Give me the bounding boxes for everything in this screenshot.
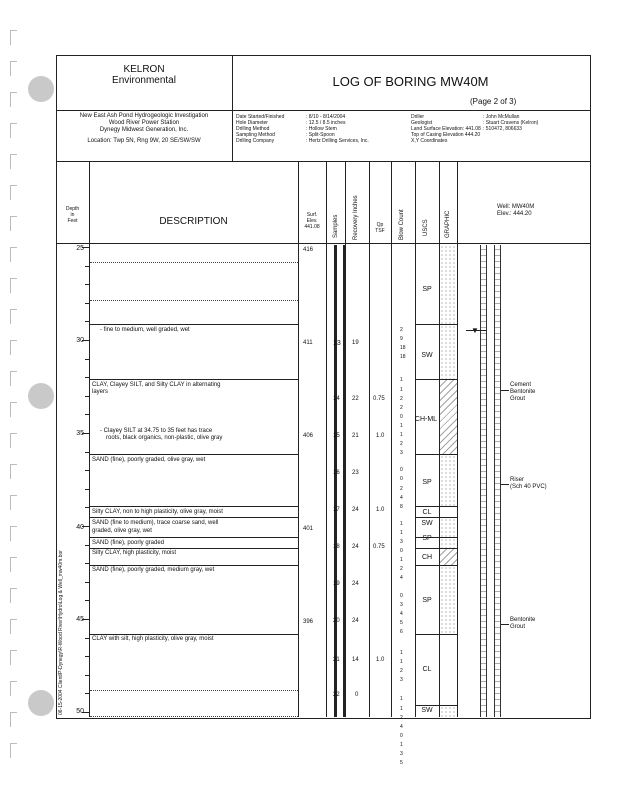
depth-tick xyxy=(82,433,90,434)
blow-count: 5 xyxy=(400,760,403,767)
ring-mark xyxy=(10,433,17,448)
drilling-values xyxy=(306,114,369,144)
blow-count: 0 xyxy=(400,548,403,555)
well-name: Well: MW40M xyxy=(497,204,535,210)
qp-header-line: TSF xyxy=(375,228,385,234)
drilling-labels xyxy=(236,114,284,144)
graphic-header: GRAPHIC xyxy=(445,210,451,238)
uscs-header: USCS xyxy=(423,219,429,236)
project-line-1: New East Ash Pond Hydrogeologic Investigation xyxy=(79,113,209,119)
elev-header-line: 441.08 xyxy=(304,224,320,230)
depth-tick xyxy=(85,507,90,508)
blow-count: 5 xyxy=(400,619,403,626)
blow-count: 3 xyxy=(400,539,403,545)
qp-value: 0.75 xyxy=(373,544,385,550)
ring-mark xyxy=(10,371,17,386)
blow-count: 1 xyxy=(400,386,403,393)
blow-count: 1 xyxy=(400,741,403,748)
well-note-line: Riser xyxy=(510,477,525,483)
site-labels xyxy=(411,114,481,144)
drill-label: Date Started/Finished xyxy=(236,114,285,120)
depth-tick xyxy=(85,489,90,490)
qp-value: 0.75 xyxy=(373,396,385,402)
blow-count: 1 xyxy=(400,659,403,666)
blow-count: 2 xyxy=(400,395,403,402)
recovery-value: 0 xyxy=(355,692,359,698)
ring-mark xyxy=(10,92,17,107)
site-label: Top of Casing Elevation 444.20 xyxy=(411,132,481,138)
blow-count: 1 xyxy=(400,377,403,384)
depth-tick xyxy=(85,396,90,397)
qp-value: 1.0 xyxy=(376,433,385,439)
well-note-line: Cement xyxy=(510,382,532,388)
ring-mark xyxy=(10,185,17,200)
blow-count: 8 xyxy=(400,503,403,510)
description-text: - Clayey SILT at 34.75 to 35 feet has trace xyxy=(100,428,213,434)
well-note-bentonite xyxy=(510,617,535,631)
ring-mark xyxy=(10,61,17,76)
blow-count: 4 xyxy=(400,494,403,501)
blow-count: 1 xyxy=(400,557,403,564)
binder-hole xyxy=(28,76,54,102)
description-text: SAND (fine to medium), trace coarse sand, well xyxy=(92,520,219,526)
depth-tick xyxy=(85,675,90,676)
description-text: SAND (fine), poorly graded, medium gray, wet xyxy=(92,567,215,573)
blow-count: 0 xyxy=(400,476,403,483)
recovery-value: 24 xyxy=(352,544,359,550)
blow-count: 3 xyxy=(400,677,403,684)
ring-mark xyxy=(10,278,17,293)
recovery-value: 19 xyxy=(352,340,359,346)
elevation-label: 406 xyxy=(303,433,314,439)
ring-mark xyxy=(10,30,17,45)
blow-count: 1 xyxy=(400,529,403,536)
blow-count: 1 xyxy=(400,650,403,656)
elevation-label: 411 xyxy=(303,340,313,346)
ring-mark xyxy=(10,743,17,758)
depth-tick xyxy=(85,600,90,601)
drill-value: : Hertz Drilling Services, Inc. xyxy=(306,138,369,144)
ring-mark xyxy=(10,526,17,541)
elevation-label: 401 xyxy=(303,526,314,532)
blow-count: 18 xyxy=(400,345,406,352)
depth-tick xyxy=(82,247,90,248)
description-text: - fine to medium, well graded, wet xyxy=(100,327,190,333)
description-text: graded, olive gray, wet xyxy=(92,528,152,534)
recovery-value: 21 xyxy=(352,433,359,439)
graphic-clay xyxy=(440,549,457,565)
ring-mark xyxy=(10,681,17,696)
depth-header xyxy=(56,206,89,224)
sample-number: 22 xyxy=(333,692,340,698)
blow-count: 4 xyxy=(400,575,403,582)
ring-mark xyxy=(10,557,17,572)
page-number: (Page 2 of 3) xyxy=(470,97,517,106)
ring-mark xyxy=(10,340,17,355)
uscs-code: SW xyxy=(421,707,433,714)
uscs-code: SP xyxy=(422,479,432,486)
well-note-riser xyxy=(510,477,547,491)
ring-mark xyxy=(10,712,17,727)
qp-header-line: Qp xyxy=(376,222,384,228)
sample-number: 21 xyxy=(333,657,340,663)
depth-tick xyxy=(85,266,90,267)
depth-tick xyxy=(85,321,90,322)
recovery-value: 23 xyxy=(352,470,359,476)
recovery-value: 14 xyxy=(352,657,359,663)
description-text: SAND (fine), poorly graded, olive gray, wet xyxy=(92,457,206,463)
depth-tick xyxy=(85,582,90,583)
ring-mark xyxy=(10,619,17,634)
depth-label: 25 xyxy=(76,245,84,252)
blow-count: 2 xyxy=(400,327,403,333)
blow-count: 4 xyxy=(400,723,403,730)
drill-value: : 12.5 / 8.5 inches xyxy=(306,120,346,126)
description-text: SAND (fine), poorly graded xyxy=(92,540,165,546)
well-diagram xyxy=(480,245,502,717)
blow-count: 2 xyxy=(400,441,403,448)
ring-mark xyxy=(10,309,17,324)
recovery-header: Recovery Inches xyxy=(353,195,359,240)
uscs-code: SP xyxy=(422,286,432,293)
depth-tick xyxy=(82,619,90,620)
blow-count: 0 xyxy=(400,592,403,599)
recovery-value: 24 xyxy=(352,581,359,587)
depth-label: 45 xyxy=(76,616,84,623)
page-title: LOG OF BORING MW40M xyxy=(332,74,489,89)
uscs-code: CH-ML xyxy=(414,416,438,423)
well-elevation: Elev.: 444.20 xyxy=(497,211,532,217)
binder-hole xyxy=(28,383,54,409)
depth-header-line: Depth xyxy=(65,206,80,212)
blow-count: 3 xyxy=(400,601,403,608)
ring-mark xyxy=(10,588,17,603)
uscs-code: SP xyxy=(422,597,432,604)
depth-label: 35 xyxy=(76,430,84,437)
site-label: Driller xyxy=(411,114,425,120)
sample-bar xyxy=(343,245,345,717)
depth-label: 30 xyxy=(76,337,84,344)
sample-number: 20 xyxy=(333,618,340,624)
blow-count: 4 xyxy=(400,610,403,617)
blow-count: 2 xyxy=(400,485,403,492)
project-location: Location: Twp 5N, Rng 9W, 20 SE/SW/SW xyxy=(87,138,201,144)
well-note-line: (Sch 40 PVC) xyxy=(510,484,547,490)
site-label: Geologist xyxy=(411,120,433,126)
recovery-value: 22 xyxy=(352,396,359,402)
samples-header: Samples xyxy=(333,214,339,238)
description-text: layers xyxy=(92,389,109,395)
elevation-header xyxy=(298,212,326,230)
sample-bar xyxy=(334,245,337,717)
company-name xyxy=(56,64,232,86)
blow-count: 0 xyxy=(400,732,403,739)
site-value: : John McMullan xyxy=(483,114,520,120)
well-note-line: Bentonite xyxy=(510,617,536,623)
depth-tick xyxy=(85,470,90,471)
sample-number: 19 xyxy=(333,581,340,587)
depth-tick xyxy=(85,284,90,285)
graphic-sand xyxy=(440,518,457,548)
sample-number: 13 xyxy=(333,340,341,347)
company-line-1: KELRON xyxy=(123,64,165,75)
depth-tick xyxy=(85,545,90,546)
sample-number: 17 xyxy=(333,507,340,513)
project-info xyxy=(56,113,232,145)
qp-header xyxy=(369,222,391,234)
depth-tick xyxy=(82,340,90,341)
description-text: Silty CLAY, high plasticity, moist xyxy=(92,550,177,556)
depth-tick xyxy=(85,303,90,304)
drill-label: Hole Diameter xyxy=(236,120,268,126)
description-text: CLAY with silt, high plasticity, olive gray, moist xyxy=(92,636,214,642)
well-header xyxy=(497,204,534,218)
depth-tick xyxy=(82,526,90,527)
graphic-sand xyxy=(440,566,457,634)
sample-number: 16 xyxy=(333,470,340,476)
description-text: roots, black organics, non-plastic, olive gray xyxy=(106,435,223,441)
graphic-sand xyxy=(440,245,457,379)
water-level-icon: ▼ xyxy=(471,326,479,335)
well-note-line: Grout xyxy=(510,624,526,630)
file-path-note: 06-15-2004 Client/P-Dynegy\R-Wood River\Hydro\Log & Well_mw40m.bor xyxy=(58,550,64,715)
blow-count: 1 xyxy=(400,696,403,703)
drill-value: : Hollow Stem xyxy=(306,126,337,132)
blow-count: 1 xyxy=(400,520,403,527)
site-value: : 510472, 806633 xyxy=(483,126,522,132)
depth-tick xyxy=(82,712,90,713)
blow-count: 2 xyxy=(400,404,403,411)
elevation-label: 416 xyxy=(303,247,314,253)
depth-label: 40 xyxy=(76,524,84,531)
blow-count: 2 xyxy=(400,566,403,573)
uscs-code: SP xyxy=(422,535,432,542)
site-value: : Stuart Cravens (Kelron) xyxy=(483,120,539,126)
blow-count: 2 xyxy=(400,668,403,675)
site-label: X,Y Coordinates xyxy=(411,138,448,144)
sample-number: 14 xyxy=(333,396,340,402)
blow-count: 9 xyxy=(400,336,403,343)
graphic-sand xyxy=(440,706,457,717)
sample-number: 15 xyxy=(333,433,340,439)
depth-tick xyxy=(85,414,90,415)
blow-count: 3 xyxy=(400,751,403,757)
depth-label: 50 xyxy=(76,708,84,715)
blow-count: 1 xyxy=(400,422,403,429)
uscs-code: SW xyxy=(421,352,433,359)
drill-label: Sampling Method xyxy=(236,132,275,138)
description-header: DESCRIPTION xyxy=(159,216,228,227)
description-text: Silty CLAY, non to high plasticity, olive gray, moist xyxy=(92,509,223,515)
blow-count: 18 xyxy=(400,354,406,361)
elev-header-line: Surf. xyxy=(306,212,318,218)
blow-count: 2 xyxy=(400,714,403,721)
ring-mark xyxy=(10,650,17,665)
uscs-code: CH xyxy=(421,554,433,561)
uscs-code: CL xyxy=(422,509,432,516)
elevation-label: 396 xyxy=(303,619,314,625)
binder-hole xyxy=(28,690,54,716)
ring-mark xyxy=(10,464,17,479)
blow-count: 0 xyxy=(400,413,403,420)
depth-tick xyxy=(85,693,90,694)
ring-mark xyxy=(10,154,17,169)
recovery-value: 24 xyxy=(352,618,359,624)
graphic-clay xyxy=(440,380,457,454)
recovery-value: 24 xyxy=(352,507,359,513)
qp-value: 1.0 xyxy=(376,507,385,513)
uscs-code: SW xyxy=(421,520,433,527)
ring-mark xyxy=(10,495,17,510)
blow-count-header: Blow Count xyxy=(399,209,405,240)
site-label: Land Surface Elevation: 441.08 xyxy=(411,126,481,132)
elev-header-line: Elev. xyxy=(306,218,318,224)
blow-count: 1 xyxy=(400,432,403,438)
blow-count: 6 xyxy=(400,628,403,635)
depth-tick xyxy=(85,452,90,453)
well-note-line: Grout xyxy=(510,396,526,402)
drill-value: : 8/10 - 8/14/2004 xyxy=(306,114,346,120)
company-line-2: Environmental xyxy=(112,75,176,86)
depth-tick xyxy=(85,638,90,639)
ring-mark xyxy=(10,247,17,262)
description-text: CLAY, Clayey SILT, and Silty CLAY in alternating xyxy=(92,382,221,388)
blow-count: 0 xyxy=(400,467,403,474)
ring-mark xyxy=(10,123,17,138)
site-values xyxy=(483,114,538,132)
ring-mark xyxy=(10,216,17,231)
sample-number: 18 xyxy=(333,544,340,550)
graphic-sand xyxy=(440,455,457,506)
depth-header-line: Feet xyxy=(67,218,78,224)
drill-value: : Split-Spoon xyxy=(306,132,335,138)
blow-count: 3 xyxy=(400,450,403,457)
ring-mark xyxy=(10,402,17,417)
project-line-2: Wood River Power Station xyxy=(108,120,180,126)
depth-header-line: in xyxy=(70,212,75,218)
blow-count: 1 xyxy=(400,705,403,712)
well-note-cement xyxy=(510,382,535,403)
well-note-line: Bentonite xyxy=(510,389,536,395)
uscs-code: CL xyxy=(422,666,432,673)
qp-value: 1.0 xyxy=(376,657,385,663)
depth-tick xyxy=(85,359,90,360)
drill-label: Drilling Company xyxy=(236,138,275,144)
depth-tick xyxy=(85,656,90,657)
project-line-3: Dynegy Midwest Generation, Inc. xyxy=(99,127,189,133)
drill-label: Drilling Method xyxy=(236,126,270,132)
